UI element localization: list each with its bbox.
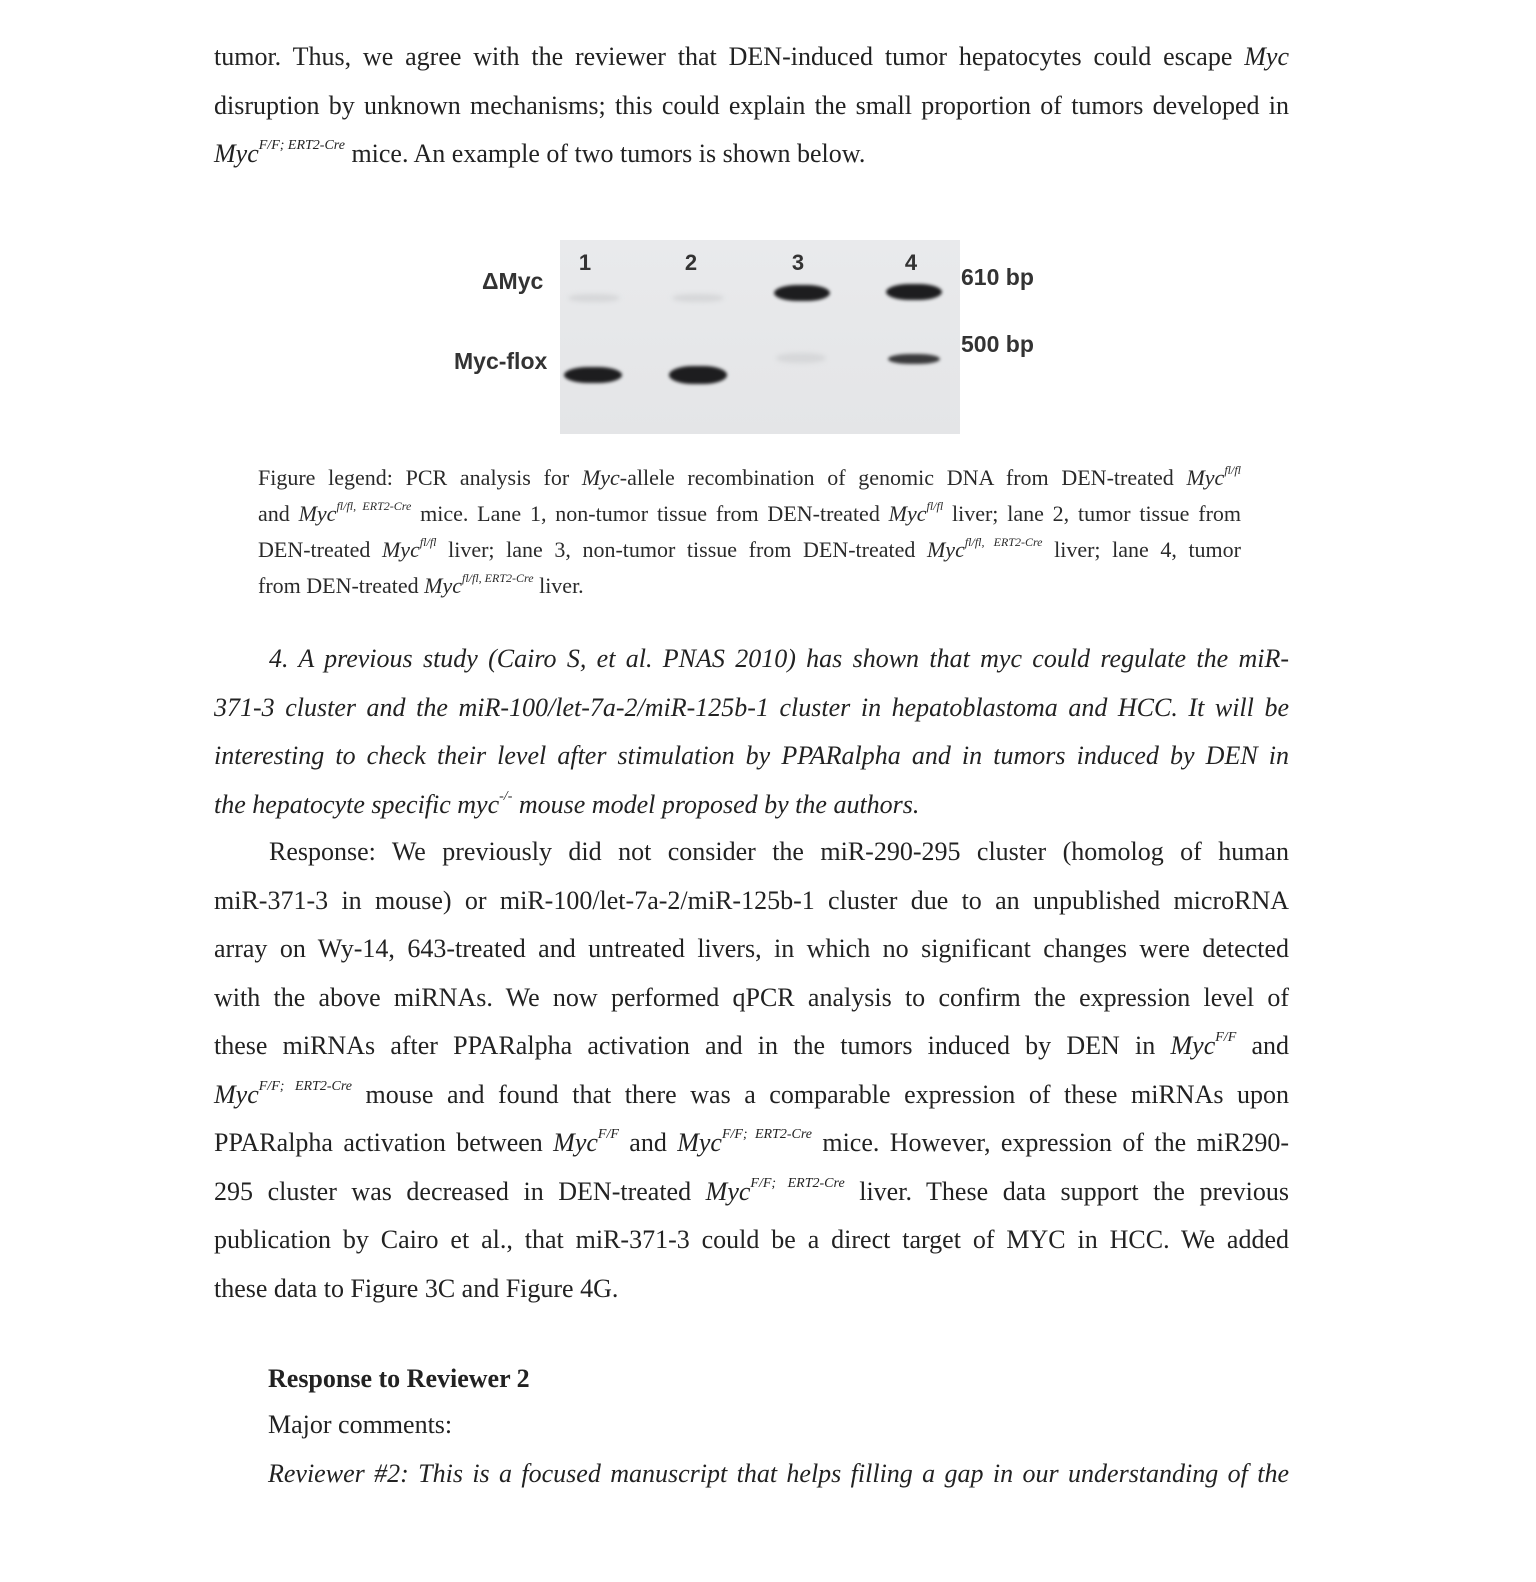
comment-line: the hepatocyte specific myc-/- mouse model proposed by the authors.	[214, 788, 920, 819]
response-line: array on Wy-14, 643-treated and untreated livers, in which no significant changes were detected	[214, 934, 1289, 963]
figure-legend	[258, 460, 1241, 604]
lane-number: 4	[904, 250, 918, 275]
response-line: PPARalpha activation between Myc$^{F/F}$ and Myc$^{F/F; ERT2-Cre}$ mice. However, expression of the miR290-	[214, 1127, 1289, 1157]
gel-band	[669, 366, 727, 384]
myc-flox-label: Myc-flox	[454, 348, 548, 374]
response-line: 295 cluster was decreased in DEN-treated Myc$^{F/F; ERT2-Cre}$ liver. These data support the previous	[214, 1175, 1289, 1206]
response-line: Myc$^{F/F; ERT2-Cre}$ mouse and found that there was a comparable expression of these miRNAs upon	[214, 1078, 1289, 1109]
comment-line: interesting to check their level after stimulation by PPARalpha and in tumors induced by DEN in	[214, 741, 1289, 770]
response-line: publication by Cairo et al., that miR-371-3 could be a direct target of MYC in HCC. We added	[214, 1225, 1289, 1254]
lane-number: 3	[791, 250, 805, 275]
comment-line: Reviewer #2: This is a focused manuscript that helps filling a gap in our understanding of the	[268, 1459, 1289, 1488]
gel-band-faint	[776, 353, 826, 363]
legend-line: from DEN-treated Myc$^{fl/fl, ERT2-Cre}$ liver.	[258, 571, 584, 598]
response-line: with the above miRNAs. We now performed qPCR analysis to confirm the expression level of	[214, 982, 1289, 1012]
reviewer2-comment	[268, 1450, 1289, 1499]
bp-610-label: 610 bp	[961, 264, 1034, 290]
gel-band	[886, 284, 942, 300]
lane-number: 1	[578, 250, 592, 275]
response-line: these miRNAs after PPARalpha activation and in the tumors induced by DEN in Myc$^{F/F}$ and	[214, 1030, 1290, 1060]
delta-myc-label: ΔMyc	[482, 268, 544, 294]
legend-line: Figure legend: PCR analysis for Myc-allele recombination of genomic DNA from DEN-treated Myc$^{fl/fl}$	[258, 463, 1241, 490]
comment-line: 4. A previous study (Cairo S, et al. PNAS 2010) has shown that myc could regulate the miR-	[269, 644, 1289, 673]
response-line: Response: We previously did not consider the miR-290-295 cluster (homolog of human	[269, 837, 1289, 866]
legend-line: DEN-treated Myc$^{fl/fl}$ liver; lane 3, non-tumor tissue from DEN-treated Myc$^{fl/fl, ERT2-Cre}$ liver; lane 4, tumor	[258, 535, 1241, 562]
reviewer-comment-4	[214, 635, 1289, 829]
bp-500-label: 500 bp	[961, 331, 1034, 357]
legend-line: and Myc$^{fl/fl, ERT2-Cre}$ mice. Lane 1, non-tumor tissue from DEN-treated Myc$^{fl/fl}$ liver; lane 2, tumor tissue from	[258, 499, 1242, 526]
section-subheading: Major comments:	[268, 1410, 453, 1439]
gel-image	[560, 240, 960, 434]
text-line: disruption by unknown mechanisms; this could explain the small proportion of tumors developed in	[214, 90, 1289, 120]
gel-band	[888, 354, 940, 364]
comment-line: 371-3 cluster and the miR-100/let-7a-2/miR-125b-1 cluster in hepatoblastoma and HCC. It will be	[214, 692, 1289, 722]
gel-band	[774, 285, 830, 301]
response-line: these data to Figure 3C and Figure 4G.	[214, 1273, 619, 1303]
lane-number: 2	[684, 250, 698, 275]
gel-band-faint	[568, 294, 620, 302]
section-heading: Response to Reviewer 2	[268, 1364, 530, 1393]
gel-band-faint	[672, 294, 724, 302]
text-line: tumor. Thus, we agree with the reviewer that DEN-induced tumor hepatocytes could escape Myc	[214, 42, 1290, 71]
paragraph-top	[214, 33, 1289, 179]
gel-figure	[440, 232, 1080, 442]
gel-band	[564, 367, 622, 383]
response-paragraph	[214, 828, 1289, 1313]
response-line: miR-371-3 in mouse) or miR-100/let-7a-2/miR-125b-1 cluster due to an unpublished microRNA	[214, 885, 1289, 915]
text-line: Myc$^{F/F; ERT2-Cre}$ mice. An example of two tumors is shown below.	[214, 138, 866, 168]
